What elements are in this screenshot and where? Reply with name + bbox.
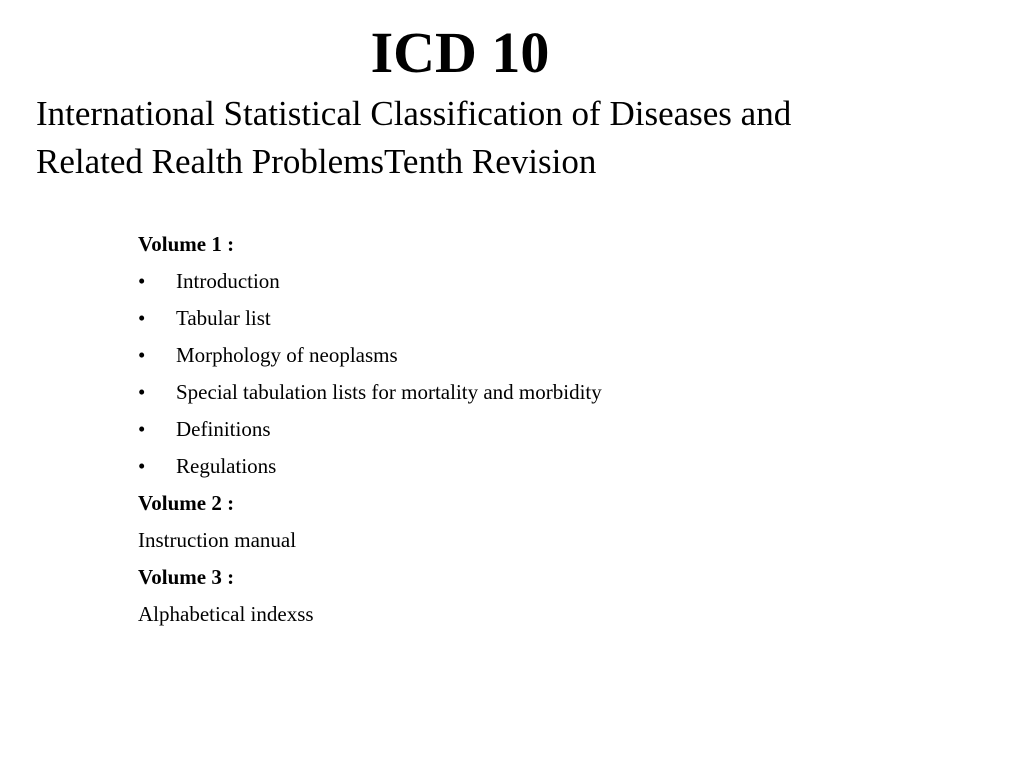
subtitle-line-1: International Statistical Classification of Diseases and: [36, 94, 792, 133]
list-item-label: Introduction: [176, 269, 280, 293]
list-item-label: Special tabulation lists for mortality and morbidity: [176, 380, 602, 404]
bullet-icon: •: [138, 380, 146, 404]
list-item-label: Regulations: [176, 454, 277, 478]
bullet-icon: •: [138, 343, 146, 367]
list-item: [138, 448, 958, 485]
bullet-icon: •: [138, 417, 146, 441]
list-item: [138, 337, 958, 374]
list-item-label: Morphology of neoplasms: [176, 343, 398, 367]
volume-3-description: Alphabetical indexss: [138, 602, 314, 626]
volume-3-heading: Volume 3 :: [138, 565, 235, 589]
volume-list: [138, 226, 958, 633]
subtitle-line-2: Related Realth ProblemsTenth Revision: [36, 142, 597, 181]
list-item: [138, 263, 958, 300]
volume-1-heading: Volume 1 :: [138, 232, 235, 256]
bullet-icon: •: [138, 306, 146, 330]
bullet-icon: •: [138, 269, 146, 293]
list-item: [138, 374, 958, 411]
list-item: [138, 300, 958, 337]
list-item-label: Tabular list: [176, 306, 271, 330]
list-item: [138, 411, 958, 448]
slide-title: ICD 10: [370, 20, 550, 85]
volume-2-description: Instruction manual: [138, 528, 297, 552]
volume-2-heading: Volume 2 :: [138, 491, 235, 515]
list-item-label: Definitions: [176, 417, 271, 441]
bullet-icon: •: [138, 454, 146, 478]
slide-subtitle: [36, 90, 996, 186]
